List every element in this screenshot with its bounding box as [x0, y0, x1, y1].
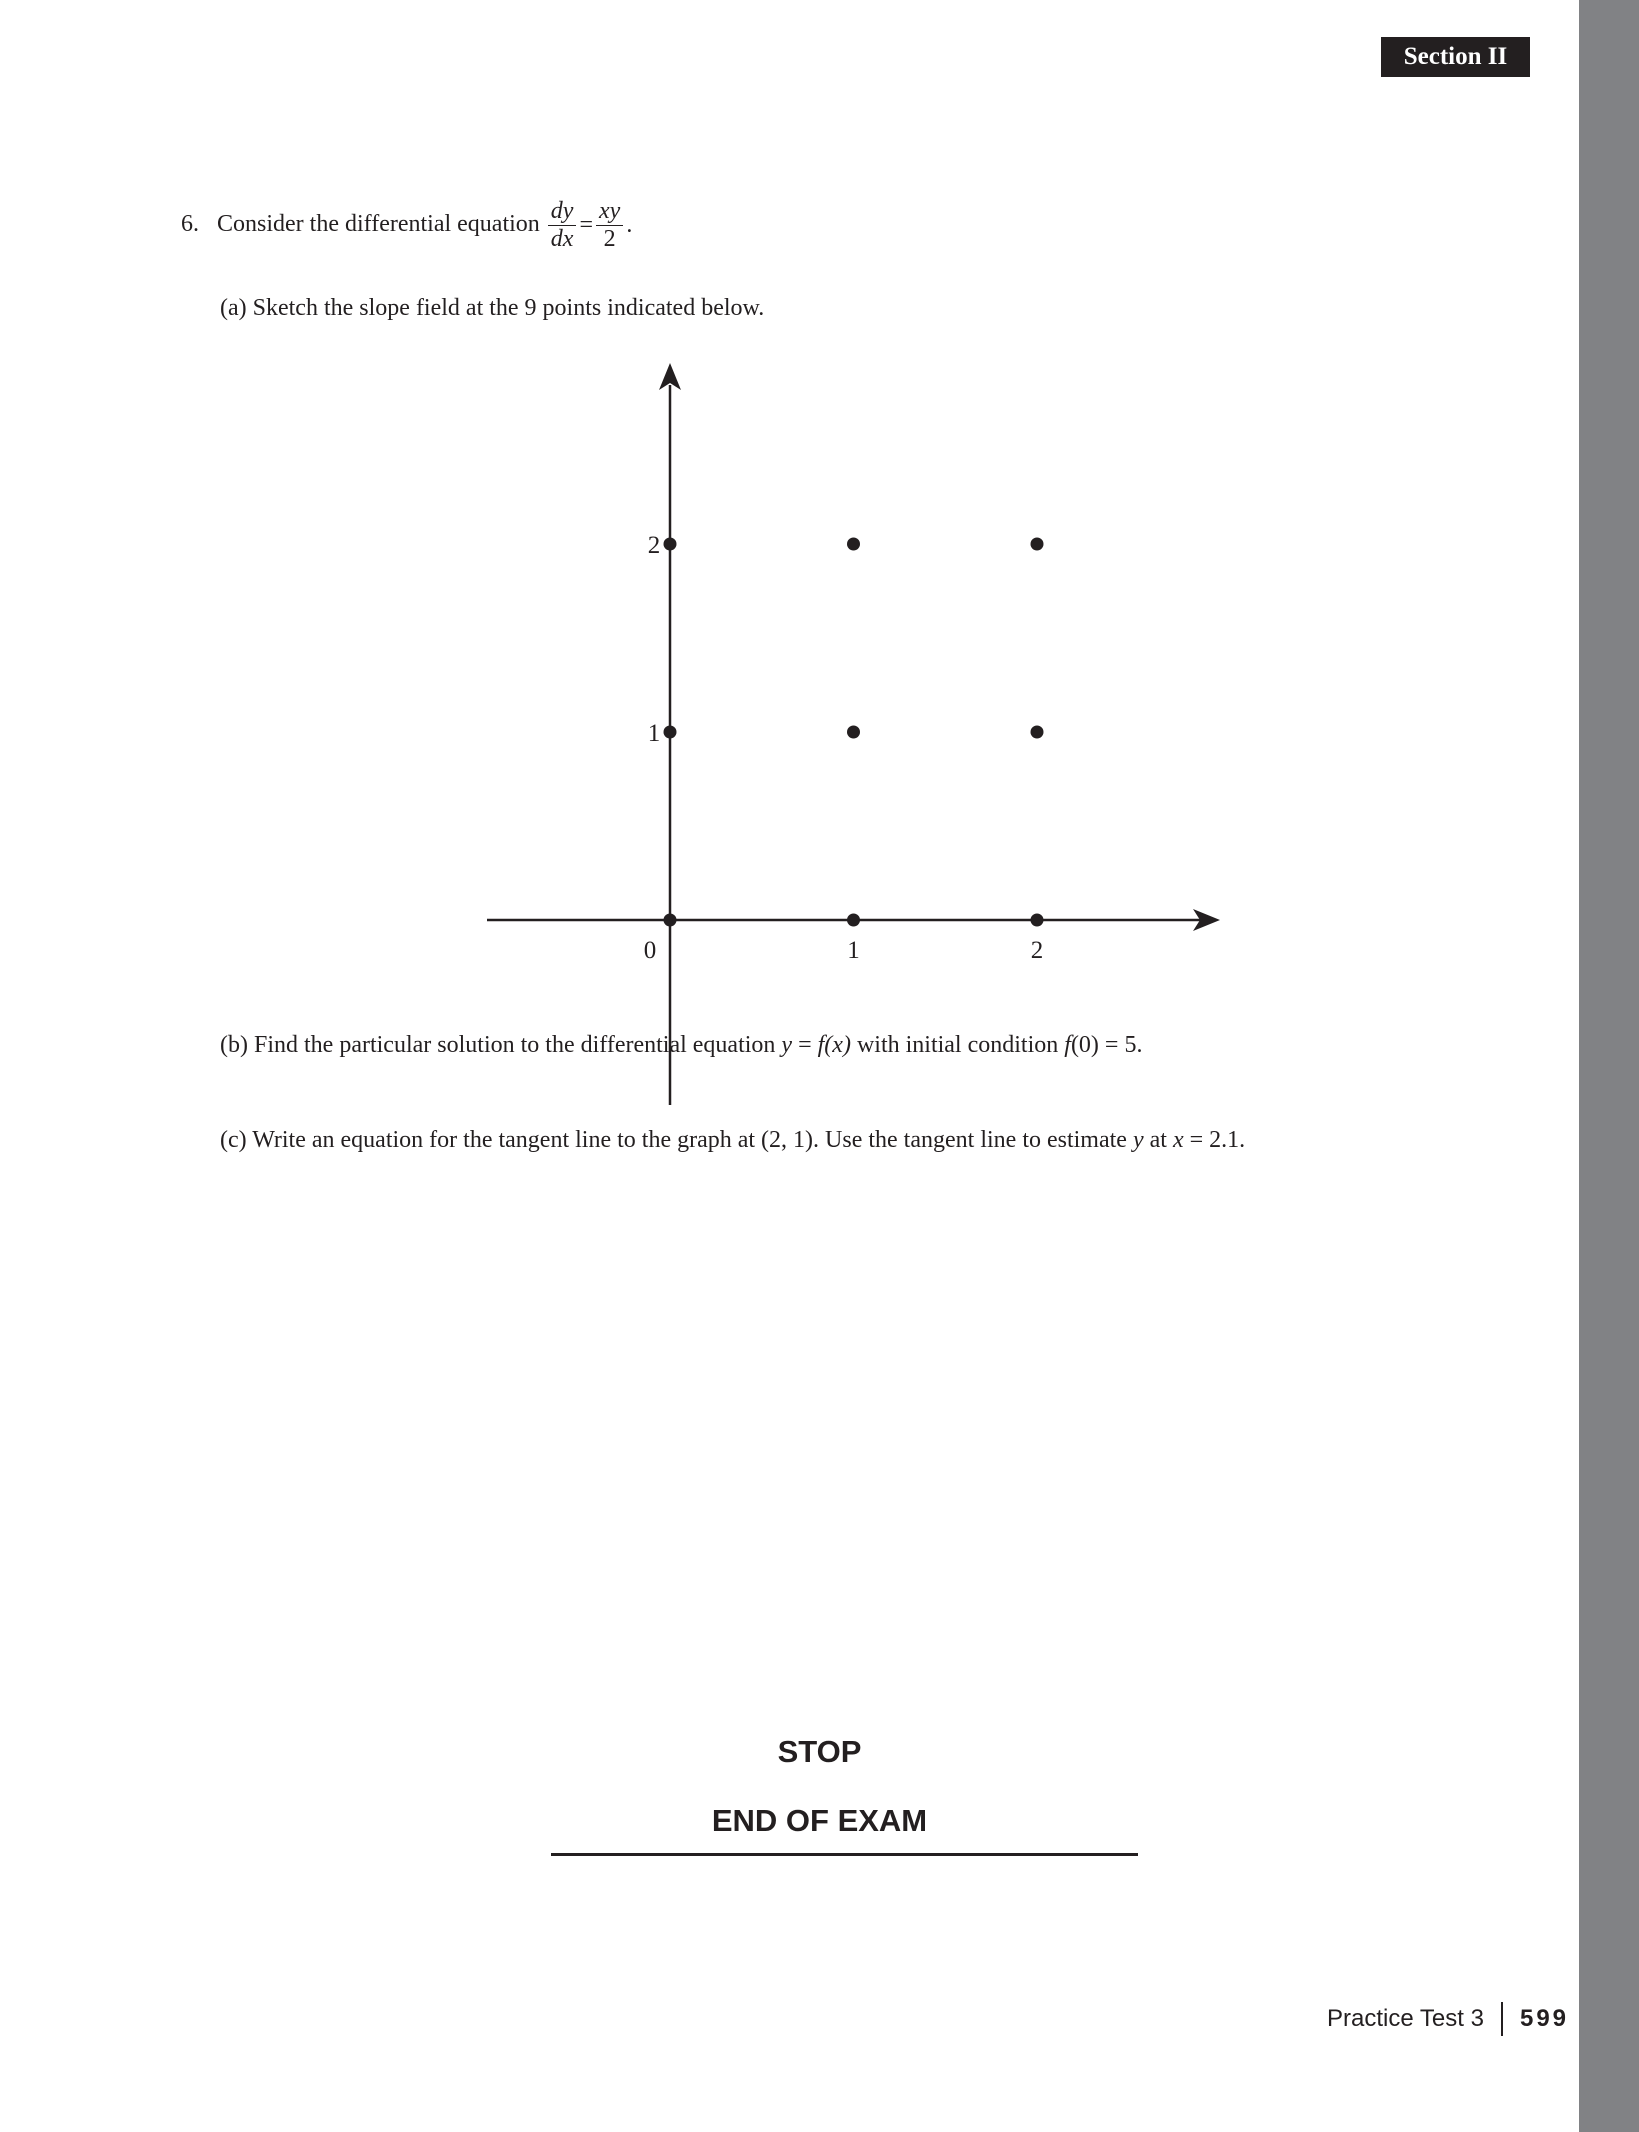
- grid-point: [847, 726, 860, 739]
- fraction-numerator: xy: [596, 198, 623, 226]
- part-c-lead: (c) Write an equation for the tangent line to the graph at (2, 1). Use the tangent line to estimate: [220, 1127, 1133, 1153]
- part-c-mid: at: [1143, 1127, 1173, 1153]
- equals-sign: =: [579, 212, 593, 238]
- fraction-denominator: dx: [550, 226, 574, 252]
- x-tick-label: 1: [847, 937, 860, 964]
- grid-point: [1031, 538, 1044, 551]
- stop-heading: STOP: [777, 1734, 862, 1769]
- grid-point: [847, 538, 860, 551]
- var-y: y: [781, 1032, 793, 1058]
- grid-point: [1031, 914, 1044, 927]
- grid-point: [1031, 726, 1044, 739]
- page-number: 599: [1519, 2005, 1570, 2032]
- x-tick-label: 0: [643, 937, 657, 964]
- book-label: Practice Test 3: [1327, 2005, 1484, 2032]
- var-y: y: [1132, 1127, 1144, 1153]
- fraction-denominator: 2: [603, 226, 616, 252]
- end-rule: [551, 1853, 1138, 1856]
- grid-point: [847, 914, 860, 927]
- question-number: 6.: [181, 211, 199, 238]
- grid-point: [664, 726, 677, 739]
- grid-point: [664, 914, 677, 927]
- x-tick-label: 2: [1030, 937, 1044, 964]
- section-badge: Section II: [1381, 37, 1530, 77]
- footer-divider: [1501, 2002, 1503, 2036]
- fx: f(x): [817, 1032, 851, 1058]
- end-of-exam-heading: END OF EXAM: [711, 1803, 928, 1838]
- page-footer: [1327, 2003, 1569, 2035]
- func-f: f: [1064, 1032, 1071, 1058]
- period: .: [626, 212, 633, 238]
- grid-point: [664, 538, 677, 551]
- part-b-mid: with initial condition: [850, 1032, 1065, 1058]
- part-b-tail: (0) = 5.: [1070, 1032, 1143, 1058]
- y-tick-label: 2: [647, 532, 661, 559]
- part-c-tail: = 2.1.: [1183, 1127, 1246, 1153]
- y-tick-label: 1: [647, 720, 661, 747]
- var-x: x: [1172, 1127, 1184, 1153]
- part-a-text: (a) Sketch the slope field at the 9 points indicated below.: [220, 295, 765, 321]
- equals: =: [792, 1032, 818, 1058]
- part-b-lead: (b) Find the particular solution to the differential equation: [220, 1032, 782, 1058]
- part-c-text: [220, 1127, 1245, 1154]
- fraction-numerator: dy: [548, 198, 577, 226]
- question-intro: Consider the differential equation: [217, 211, 540, 238]
- part-b-text: [220, 1032, 1142, 1059]
